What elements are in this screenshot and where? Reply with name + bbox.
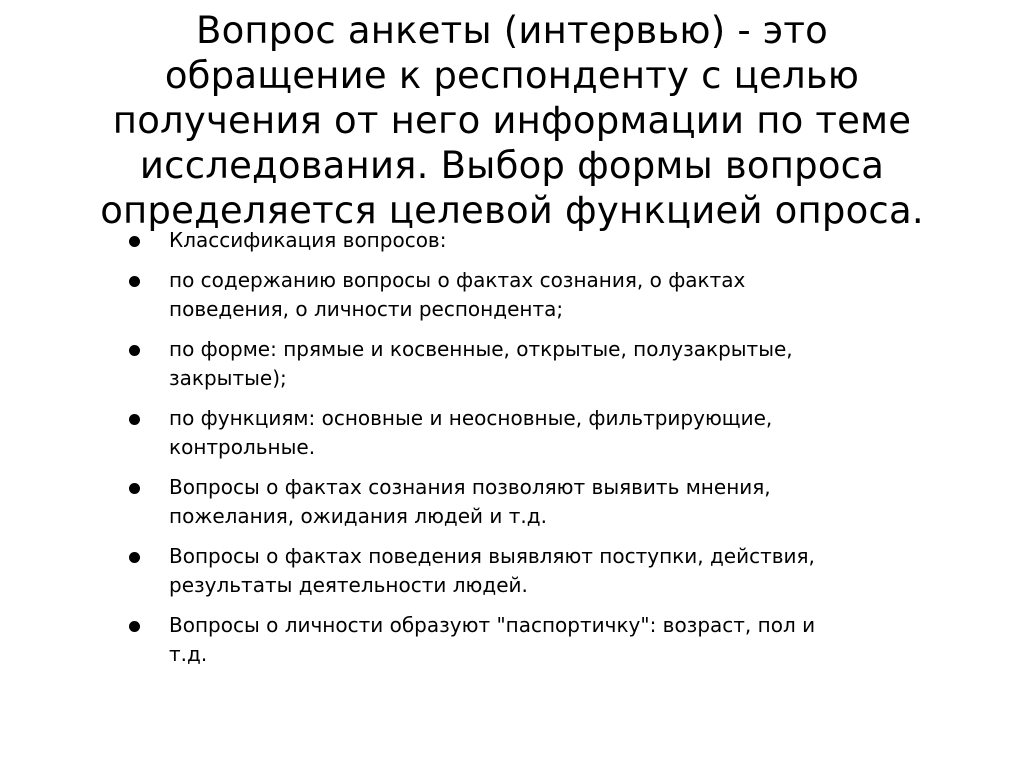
bullet-item [126,611,926,669]
bullet-line: Классификация вопросов: [169,228,447,252]
bullet-line: результаты деятельности людей. [169,573,528,597]
bullet-text [169,266,926,324]
bullet-dot-icon [129,483,140,494]
bullet-dot-icon [129,552,140,563]
bullet-line: т.д. [169,642,208,666]
bullet-text [169,404,926,462]
bullet-text [169,473,926,531]
bullet-text [169,335,926,393]
bullet-item [126,542,926,600]
slide-title [60,8,964,233]
title-line: обращение к респонденту с целью [164,54,860,97]
bullet-dot-icon [129,621,140,632]
bullet-item [126,266,926,324]
bullet-dot-icon [129,276,140,287]
bullet-line: Вопросы о фактах поведения выявляют поступки, действия, [169,544,815,568]
bullet-line: по функциям: основные и неосновные, фильтрирующие, [169,406,773,430]
bullet-line: Вопросы о фактах сознания позволяют выявить мнения, [169,475,771,499]
bullet-line: по форме: прямые и косвенные, открытые, полузакрытые, [169,337,793,361]
bullet-line: Вопросы о личности образуют "паспортичку": возраст, пол и [169,613,816,637]
bullet-dot-icon [129,345,140,356]
bullet-item [126,226,926,255]
bullet-text [169,611,926,669]
bullet-line: поведения, о личности респондента; [169,297,564,321]
bullet-dot-icon [129,236,140,247]
bullet-dot-icon [129,414,140,425]
bullet-text [169,226,926,255]
title-line: Вопрос анкеты (интервью) - это [196,9,828,52]
bullet-line: по содержанию вопросы о фактах сознания, о фактах [169,268,746,292]
title-line: исследования. Выбор формы вопроса [139,144,885,187]
title-line: получения от него информации по теме [112,99,912,142]
title-line: определяется целевой функцией опроса. [100,189,924,232]
bullet-line: пожелания, ожидания людей и т.д. [169,504,547,528]
bullet-item [126,335,926,393]
bullet-line: закрытые); [169,366,287,390]
bullet-list [126,226,926,680]
bullet-item [126,473,926,531]
bullet-item [126,404,926,462]
bullet-line: контрольные. [169,435,316,459]
bullet-text [169,542,926,600]
